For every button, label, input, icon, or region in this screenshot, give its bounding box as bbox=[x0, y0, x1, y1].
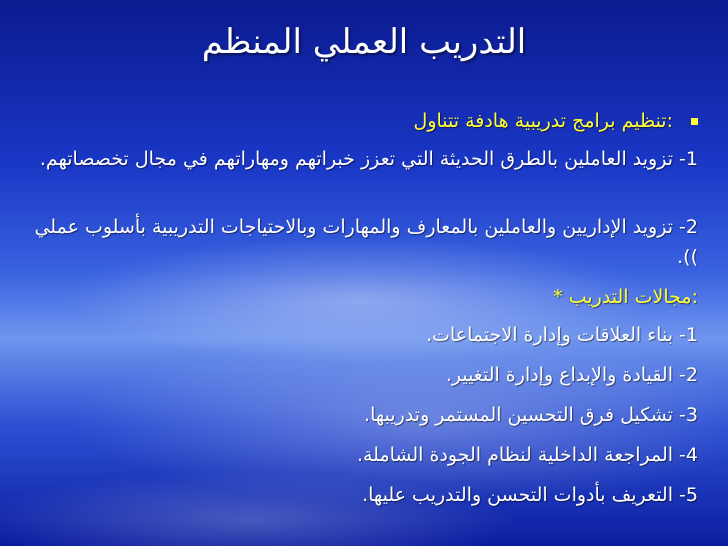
list-item-3: 3- تشكيل فرق التحسين المستمر وتدريبها. bbox=[364, 404, 698, 426]
heading-training-fields: :مجالات التدريب * bbox=[553, 286, 698, 308]
square-bullet-icon bbox=[691, 118, 698, 125]
bullet-heading-programs bbox=[414, 110, 698, 132]
list-item-4: 4- المراجعة الداخلية لنظام الجودة الشاملة. bbox=[356, 444, 698, 466]
list-item-5: 5- التعريف بأدوات التحسن والتدريب عليها. bbox=[362, 484, 698, 506]
paragraph-1: 1- تزويد العاملين بالطرق الحديثة التي تعزز خبراتهم ومهاراتهم في مجال تخصصاتهم. bbox=[39, 148, 698, 170]
list-item-2: 2- القيادة والإبداع وإدارة التغيير. bbox=[445, 364, 698, 386]
slide-title: التدريب العملي المنظم bbox=[201, 22, 527, 62]
heading-programs-text: :تنظيم برامج تدريبية هادفة تتناول bbox=[413, 110, 673, 132]
paragraph-2: 2- تزويد الإداريين والعاملين بالمعارف والمهارات وبالاحتياجات التدريبية بأسلوب عملي )). bbox=[34, 216, 698, 268]
list-item-1: 1- بناء العلاقات وإدارة الاجتماعات. bbox=[426, 324, 698, 346]
